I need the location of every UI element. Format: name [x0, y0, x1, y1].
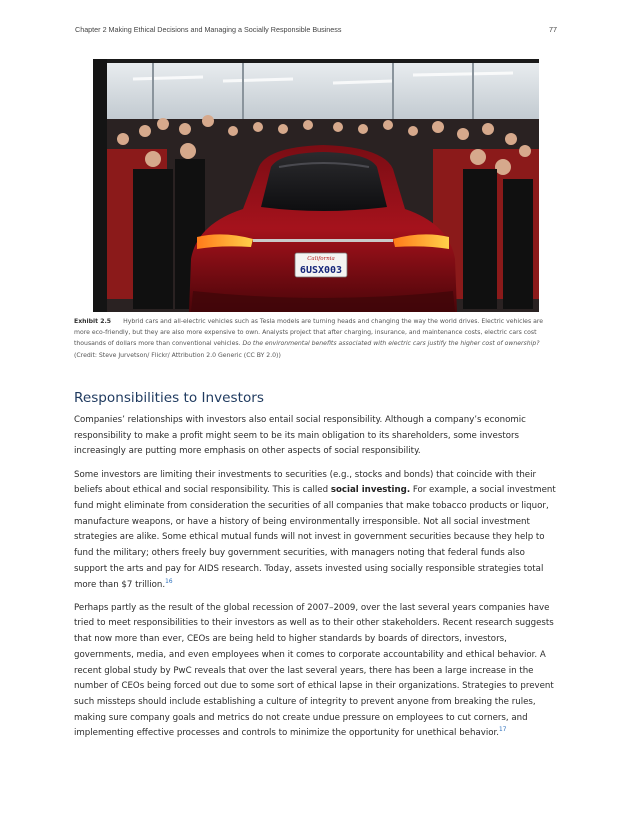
paragraph-2 — [74, 468, 560, 594]
paragraph-1: Companies’ relationships with investors also entail social responsibility. Although a company’s economic responsibility to make a profit might seem to be its main obligation to its shareholders, some investors increasingly are putting more emphasis on other aspects of social responsibility. — [74, 415, 526, 457]
paragraph-2-intro: Some investors are limiting their investments to securities (e.g., stocks and bonds) that coincide with their beliefs about ethical and social responsibility. This is called — [74, 469, 537, 496]
license-plate-number: 6USX003 — [299, 265, 343, 276]
page-number: 77 — [549, 25, 557, 34]
figure-caption — [74, 316, 560, 361]
caption-credit: (Credit: Steve Jurvetson/ Flickr/ Attribution 2.0 Generic (CC BY 2.0)) — [74, 351, 281, 359]
plate-state: California — [307, 256, 335, 262]
exhibit-label: Exhibit 2.5 — [74, 318, 112, 325]
chapter-title: Chapter 2 Making Ethical Decisions and Managing a Socially Responsible Business — [75, 25, 342, 34]
paragraph-3 — [74, 601, 560, 742]
paragraph-3-text: Perhaps partly as the result of the global recession of 2007–2009, over the last several years companies have tried to meet responsibilities to their investors as well as to their other stakeholders. Recent research suggests that now more than ever, CEOs are being held to higher standards by boards of directors, investors, governments, media, and even employees when it comes to corporate accountability and ethical behavior. A recent global study by PwC reveals that over the last several years, there has been a large increase in the number of CEOs being forced out due to some sort of ethical lapse in their organizations. Strategies to prevent such missteps should include establishing a culture of integrity to prevent anyone from breaking the rules, making sure company goals and metrics do not create undue pressure on employees to cut corners, and implementing effective processes and controls to minimize the opportunity for unethical behavior. — [74, 602, 554, 739]
key-term-social-investing: social investing. — [330, 485, 411, 496]
footnote-ref-17[interactable]: 17 — [499, 727, 507, 734]
tesla-crowd-photo — [93, 59, 539, 312]
caption-question: Do the environmental benefits associated with electric cars justify the higher cost of ownership? — [242, 340, 540, 348]
section-body — [74, 413, 560, 750]
paragraph-2-text: For example, a social investment fund might eliminate from consideration the securities of all companies that make tobacco products or liquor, manufacture weapons, or have a history of being environmentally irresponsible. Not all social investment strategies are alike. Some ethical mutual funds will not invest in government securities because they help to fund the military; others freely buy government securities, with managers noting that federal funds also support the arts and pay for AIDS research. Today, assets invested using socially responsible strategies total more than $7 trillion. — [74, 485, 556, 590]
footnote-ref-16[interactable]: 16 — [165, 578, 173, 585]
caption-text: Hybrid cars and all-electric vehicles such as Tesla models are turning heads and changing the way the world drives. Electric vehicles are more eco-friendly, but they are also more expensive to own. Analysts project that after charging, insurance, and maintenance costs, electric cars cost thousands of dollars more than conventional vehicles. — [74, 318, 544, 348]
section-heading: Responsibilities to Investors — [74, 390, 264, 406]
